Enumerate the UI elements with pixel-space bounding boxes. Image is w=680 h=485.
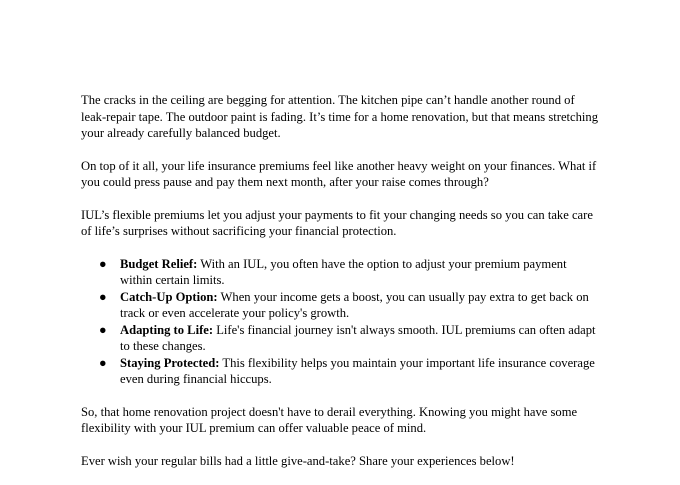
paragraph-peace-of-mind: So, that home renovation project doesn't have to derail everything. Knowing you might have some flexibility with your IUL premium can offer valuable peace of mind. [81,404,578,435]
list-item-title: Budget Relief: [120,256,198,271]
list-item-title: Staying Protected: [120,355,220,370]
list-item-text: When your income gets a boost, you can usually pay extra to get back on track or even accelerate your policy's growth. [120,289,589,320]
bullet-icon: ● [99,322,107,337]
list-item-adapting-to-life [81,322,601,355]
document-body [81,92,601,485]
paragraph-renovation-intro: The cracks in the ceiling are begging for attention. The kitchen pipe can’t handle another round of leak-repair tape. The outdoor paint is fading. It’s time for a home renovation, but that means stretching your already carefully balanced budget. [81,93,599,140]
list-item-staying-protected [81,355,601,388]
list-item-title: Catch-Up Option: [120,289,218,304]
paragraph-premium-weight: On top of it all, your life insurance premiums feel like another heavy weight on your finances. What if you could press pause and pay them next month, after your raise comes through? [81,158,597,189]
bullet-icon: ● [99,289,107,304]
bullet-icon: ● [99,355,107,370]
list-item-budget-relief [81,256,601,289]
paragraph-call-to-action: Ever wish your regular bills had a little give-and-take? Share your experiences below! [81,453,515,468]
benefits-list [81,256,601,388]
list-item-catch-up-option [81,289,601,322]
list-item-title: Adapting to Life: [120,322,214,337]
list-item-text: This flexibility helps you maintain your important life insurance coverage even during financial hiccups. [120,355,595,386]
bullet-icon: ● [99,256,107,271]
list-item-text: With an IUL, you often have the option to adjust your premium payment within certain limits. [120,256,567,287]
list-item-text: Life's financial journey isn't always smooth. IUL premiums can often adapt to these changes. [120,322,596,353]
paragraph-flexible-premiums: IUL’s flexible premiums let you adjust your payments to fit your changing needs so you can take care of life’s surprises without sacrificing your financial protection. [81,207,593,238]
